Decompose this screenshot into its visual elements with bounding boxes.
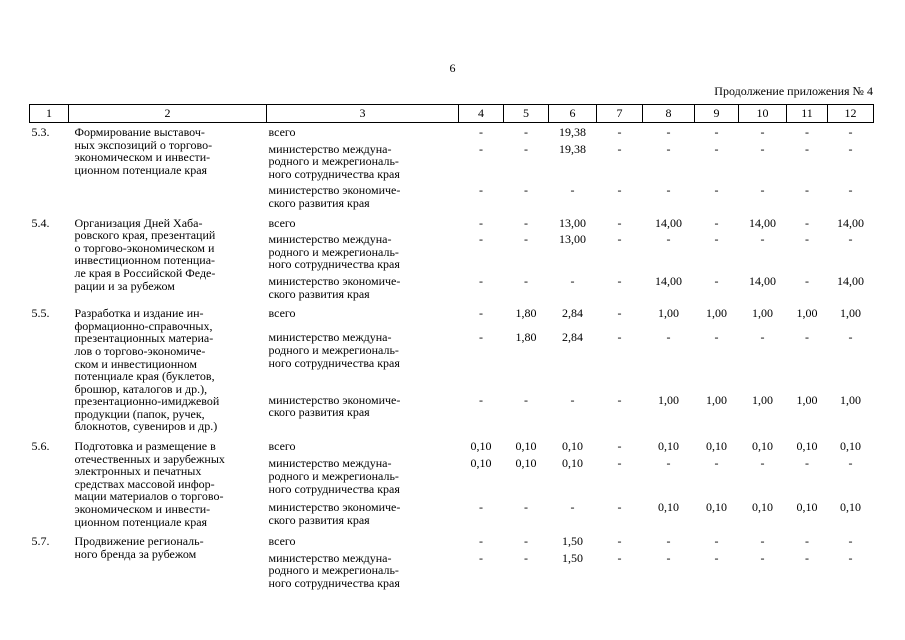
value-cell: - (848, 534, 853, 549)
value-cell: - (848, 550, 853, 565)
value-cell: - (479, 232, 483, 247)
value-cell: 1,80 (515, 306, 537, 321)
value-cell: - (760, 232, 765, 247)
funding-source: всего (268, 306, 296, 321)
value-cell: - (617, 500, 622, 515)
header-row (30, 105, 874, 123)
value-cell: 0,10 (752, 500, 773, 515)
funding-source: министерство междуна- родного и межрегиональ- ного сотрудничества края (268, 330, 400, 370)
value-cell: - (570, 183, 575, 198)
item-name: Организация Дней Хаба- ровского края, презентаций о торгово-экономическом и инвестиционном потенциа- ле края в Российской Феде- рации и за рубежом (74, 215, 216, 293)
value-cell: - (479, 215, 483, 230)
value-cell: 14,00 (655, 273, 682, 288)
item-number: 5.5. (31, 306, 50, 321)
value-cell: 19,38 (559, 141, 586, 156)
value-cell: - (479, 534, 483, 549)
table-row (30, 214, 874, 230)
column-header: 8 (643, 105, 695, 123)
value-cell: 0,10 (796, 439, 818, 454)
column-header: 2 (69, 105, 267, 123)
item-number: 5.4. (31, 215, 50, 230)
value-cell: - (666, 183, 671, 198)
value-cell: - (805, 273, 809, 288)
value-cell: - (805, 330, 809, 345)
value-cell: - (524, 392, 528, 407)
value-cell: 0,10 (706, 439, 727, 454)
value-cell: 1,80 (515, 330, 537, 345)
value-cell: - (570, 500, 575, 515)
value-cell: 1,00 (752, 392, 773, 407)
value-cell: - (805, 534, 809, 549)
value-cell: 2,84 (562, 330, 583, 345)
funding-source: всего (268, 215, 296, 230)
value-cell: - (617, 392, 622, 407)
funding-source: всего (268, 125, 296, 139)
funding-source: всего (268, 534, 296, 549)
value-cell: 1,50 (562, 550, 583, 565)
value-cell: - (617, 439, 622, 454)
column-header: 10 (739, 105, 787, 123)
value-cell: 0,10 (562, 439, 583, 454)
value-cell: 13,00 (559, 232, 586, 247)
funding-source: министерство экономиче- ского развития края (268, 183, 401, 210)
budget-table (29, 104, 874, 590)
item-number: 5.6. (31, 439, 50, 454)
column-header: 4 (459, 105, 504, 123)
value-cell: - (714, 330, 719, 345)
value-cell: 0,10 (840, 439, 861, 454)
value-cell: - (714, 550, 719, 565)
value-cell: - (617, 125, 622, 139)
value-cell: - (666, 534, 671, 549)
value-cell: - (479, 273, 483, 288)
value-cell: 1,00 (796, 392, 818, 407)
value-cell: - (524, 215, 528, 230)
value-cell: - (848, 456, 853, 471)
value-cell: - (524, 550, 528, 565)
table-row (30, 304, 874, 327)
value-cell: - (617, 141, 622, 156)
value-cell: - (805, 215, 809, 230)
value-cell: 2,84 (562, 306, 583, 321)
column-header: 5 (504, 105, 549, 123)
page-number: 6 (449, 61, 456, 75)
value-cell: - (570, 392, 575, 407)
value-cell: - (524, 141, 528, 156)
item-name: Формирование выставоч- ных экспозиций о торгово- экономическом и инвести- ционном потенциале края (74, 125, 213, 177)
value-cell: - (848, 183, 853, 198)
value-cell: 0,10 (658, 500, 679, 515)
value-cell: 0,10 (470, 439, 492, 454)
value-cell: - (714, 534, 719, 549)
value-cell: 1,00 (658, 306, 679, 321)
value-cell: - (617, 456, 622, 471)
value-cell: - (617, 550, 622, 565)
funding-source: министерство экономиче- ского развития края (268, 500, 401, 528)
column-header: 11 (787, 105, 828, 123)
value-cell: - (666, 550, 671, 565)
value-cell: - (714, 456, 719, 471)
value-cell: - (479, 183, 483, 198)
value-cell: - (714, 125, 719, 139)
item-name: Продвижение региональ- ного бренда за рубежом (74, 534, 204, 561)
value-cell: - (479, 306, 483, 321)
funding-source: министерство междуна- родного и межрегиональ- ного сотрудничества края (268, 232, 400, 272)
value-cell: - (666, 456, 671, 471)
column-header: 9 (695, 105, 739, 123)
value-cell: 14,00 (837, 273, 864, 288)
value-cell: - (479, 392, 483, 407)
value-cell: 13,00 (559, 215, 586, 230)
value-cell: 14,00 (655, 215, 682, 230)
value-cell: - (760, 456, 765, 471)
value-cell: - (524, 183, 528, 198)
value-cell: - (524, 232, 528, 247)
value-cell: - (479, 550, 483, 565)
value-cell: 1,00 (796, 306, 818, 321)
value-cell: - (805, 141, 809, 156)
value-cell: 0,10 (470, 456, 492, 471)
value-cell: - (848, 141, 853, 156)
value-cell: 1,00 (840, 306, 861, 321)
value-cell: - (848, 232, 853, 247)
value-cell: 0,10 (658, 439, 679, 454)
value-cell: - (805, 456, 809, 471)
value-cell: - (848, 330, 853, 345)
value-cell: - (760, 141, 765, 156)
value-cell: - (760, 330, 765, 345)
item-number: 5.3. (31, 125, 50, 139)
value-cell: 0,10 (840, 500, 861, 515)
value-cell: - (805, 183, 809, 198)
value-cell: - (666, 141, 671, 156)
value-cell: - (479, 125, 483, 139)
column-header: 3 (267, 105, 459, 123)
value-cell: - (617, 306, 622, 321)
column-header: 6 (549, 105, 597, 123)
value-cell: 1,00 (706, 392, 727, 407)
value-cell: - (760, 125, 765, 139)
value-cell: 14,00 (749, 215, 776, 230)
column-header: 1 (30, 105, 69, 123)
value-cell: - (479, 500, 483, 515)
column-header: 7 (597, 105, 643, 123)
value-cell: 1,00 (706, 306, 727, 321)
value-cell: - (666, 330, 671, 345)
value-cell: - (714, 141, 719, 156)
value-cell: - (617, 183, 622, 198)
value-cell: 0,10 (752, 439, 773, 454)
value-cell: - (666, 232, 671, 247)
value-cell: - (760, 183, 765, 198)
value-cell: - (479, 330, 483, 345)
value-cell: 19,38 (559, 125, 586, 139)
value-cell: 0,10 (515, 439, 537, 454)
funding-source: министерство междуна- родного и межрегиональ- ного сотрудничества края (268, 550, 400, 590)
item-name: Подготовка и размещение в отечественных и зарубежных электронных и печатных средствах массовой инфор- мации материалов о торгово- экономическом и инвести- ционном потенциале края (74, 439, 225, 529)
value-cell: - (714, 273, 719, 288)
value-cell: 1,50 (562, 534, 583, 549)
value-cell: - (714, 215, 719, 230)
value-cell: - (848, 125, 853, 139)
value-cell: - (617, 330, 622, 345)
value-cell: 1,00 (658, 392, 679, 407)
table-row (30, 532, 874, 548)
continuation-caption: Продолжение приложения № 4 (714, 84, 873, 98)
item-name: Разработка и издание ин- формационно-справочных, презентационных материа- лов о торгово-экономиче- ском и инвестиционном потенциале края (буклетов, брошюр, каталогов и др.), презентационно-имиджевой продукции (папок, ручек, блокнотов, сувениров и др.) (74, 306, 220, 434)
value-cell: 0,10 (562, 456, 583, 471)
value-cell: - (524, 500, 528, 515)
value-cell: 14,00 (749, 273, 776, 288)
value-cell: 0,10 (796, 500, 818, 515)
table-row (30, 437, 874, 453)
value-cell: - (570, 273, 575, 288)
value-cell: 0,10 (515, 456, 537, 471)
column-header: 12 (828, 105, 874, 123)
value-cell: 14,00 (837, 215, 864, 230)
funding-source: министерство экономиче- ского развития края (268, 273, 401, 301)
value-cell: - (617, 273, 622, 288)
value-cell: - (760, 550, 765, 565)
value-cell: - (714, 183, 719, 198)
value-cell: - (805, 125, 809, 139)
value-cell: - (805, 550, 809, 565)
funding-source: министерство междуна- родного и межрегиональ- ного сотрудничества края (268, 141, 400, 181)
value-cell: - (479, 141, 483, 156)
value-cell: - (524, 534, 528, 549)
value-cell: - (617, 215, 622, 230)
funding-source: министерство экономиче- ского развития края (268, 392, 401, 420)
value-cell: - (666, 125, 671, 139)
value-cell: - (524, 273, 528, 288)
value-cell: - (805, 232, 809, 247)
value-cell: 1,00 (752, 306, 773, 321)
value-cell: - (524, 125, 528, 139)
value-cell: 1,00 (840, 392, 861, 407)
value-cell: - (617, 534, 622, 549)
value-cell: 0,10 (706, 500, 727, 515)
item-number: 5.7. (31, 534, 50, 549)
value-cell: - (617, 232, 622, 247)
value-cell: - (714, 232, 719, 247)
value-cell: - (760, 534, 765, 549)
table-row (30, 123, 874, 139)
funding-source: всего (268, 439, 296, 454)
funding-source: министерство междуна- родного и межрегиональ- ного сотрудничества края (268, 456, 400, 496)
table-body (30, 123, 874, 590)
